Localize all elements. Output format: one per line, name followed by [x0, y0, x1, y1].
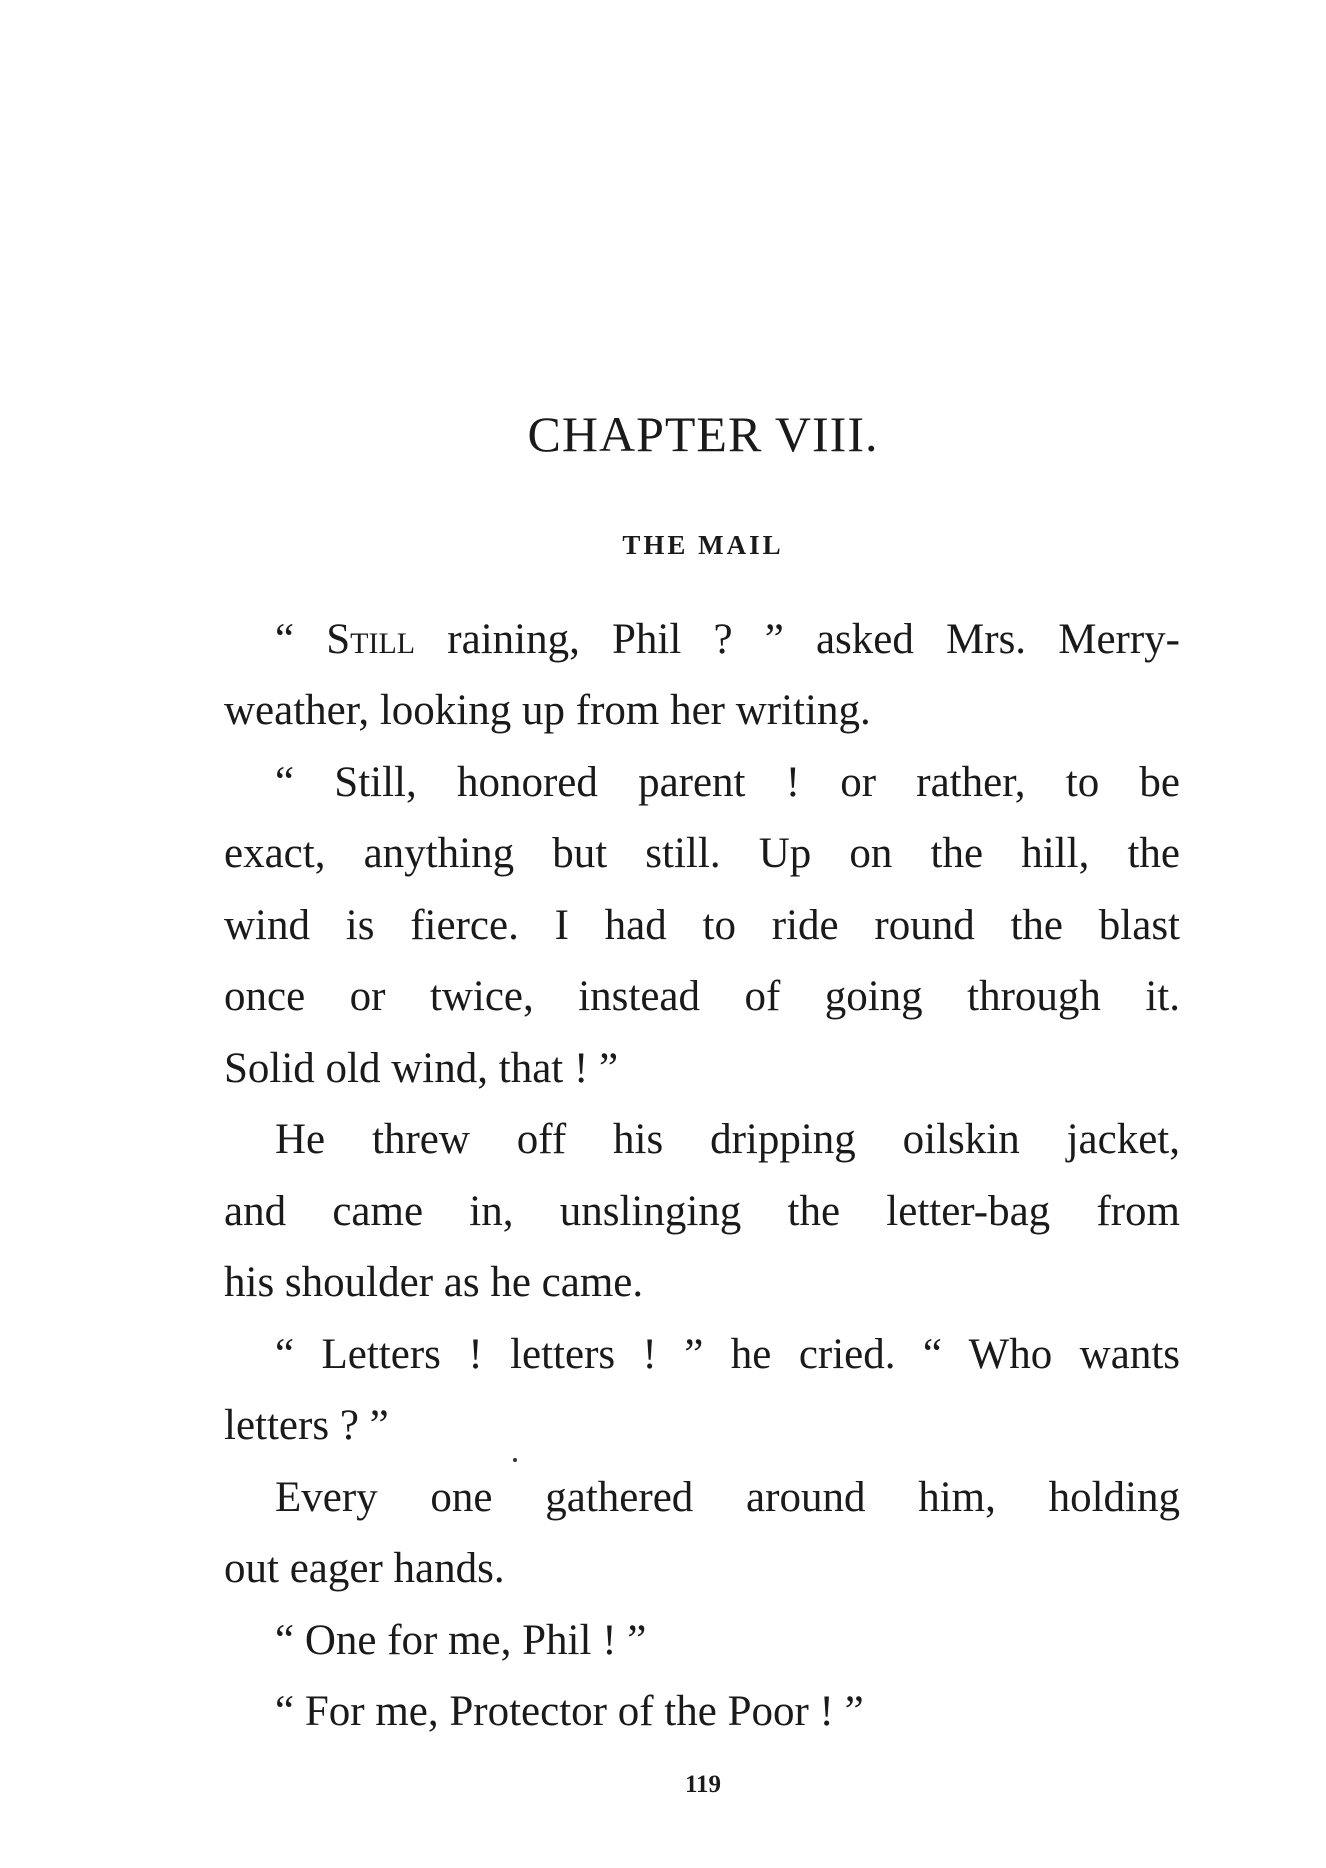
text-line-4: exact, anything but still. Up on the hill, the	[224, 830, 1180, 877]
text-line-14: out eager hands.	[224, 1545, 505, 1592]
text-line-11: “ Letters ! letters ! ” he cried. “ Who wants	[275, 1331, 1180, 1378]
text-line-5: wind is fierce. I had to ride round the blast	[224, 902, 1180, 949]
text-line-6: once or twice, instead of going through it.	[224, 973, 1180, 1020]
page-number: 119	[684, 1771, 722, 1798]
text-line-15: “ One for me, Phil ! ”	[275, 1617, 647, 1664]
small-caps-word: Still	[326, 616, 416, 663]
text-line-9: and came in, unslinging the letter-bag from	[224, 1188, 1180, 1235]
chapter-subtitle: THE MAIL	[622, 530, 784, 560]
ink-speck	[513, 1458, 517, 1462]
text-line-3: “ Still, honored parent ! or rather, to be	[275, 759, 1180, 806]
text-line-13: Every one gathered around him, holding	[275, 1474, 1180, 1521]
text-line-8: He threw off his dripping oilskin jacket,	[275, 1116, 1180, 1163]
text-line-7: Solid old wind, that ! ”	[224, 1045, 619, 1092]
text-line-10: his shoulder as he came.	[224, 1259, 644, 1306]
text-line-12: letters ? ”	[224, 1402, 389, 1449]
text-line-16: “ For me, Protector of the Poor ! ”	[275, 1688, 864, 1735]
text-line-2: weather, looking up from her writing.	[224, 687, 871, 734]
text-line-1-open: “	[275, 616, 327, 663]
text-line-1	[224, 612, 1180, 668]
chapter-title: CHAPTER VIII.	[527, 406, 879, 462]
text-line-1-rest: raining, Phil ? ” asked Mrs. Merry-	[415, 616, 1180, 663]
